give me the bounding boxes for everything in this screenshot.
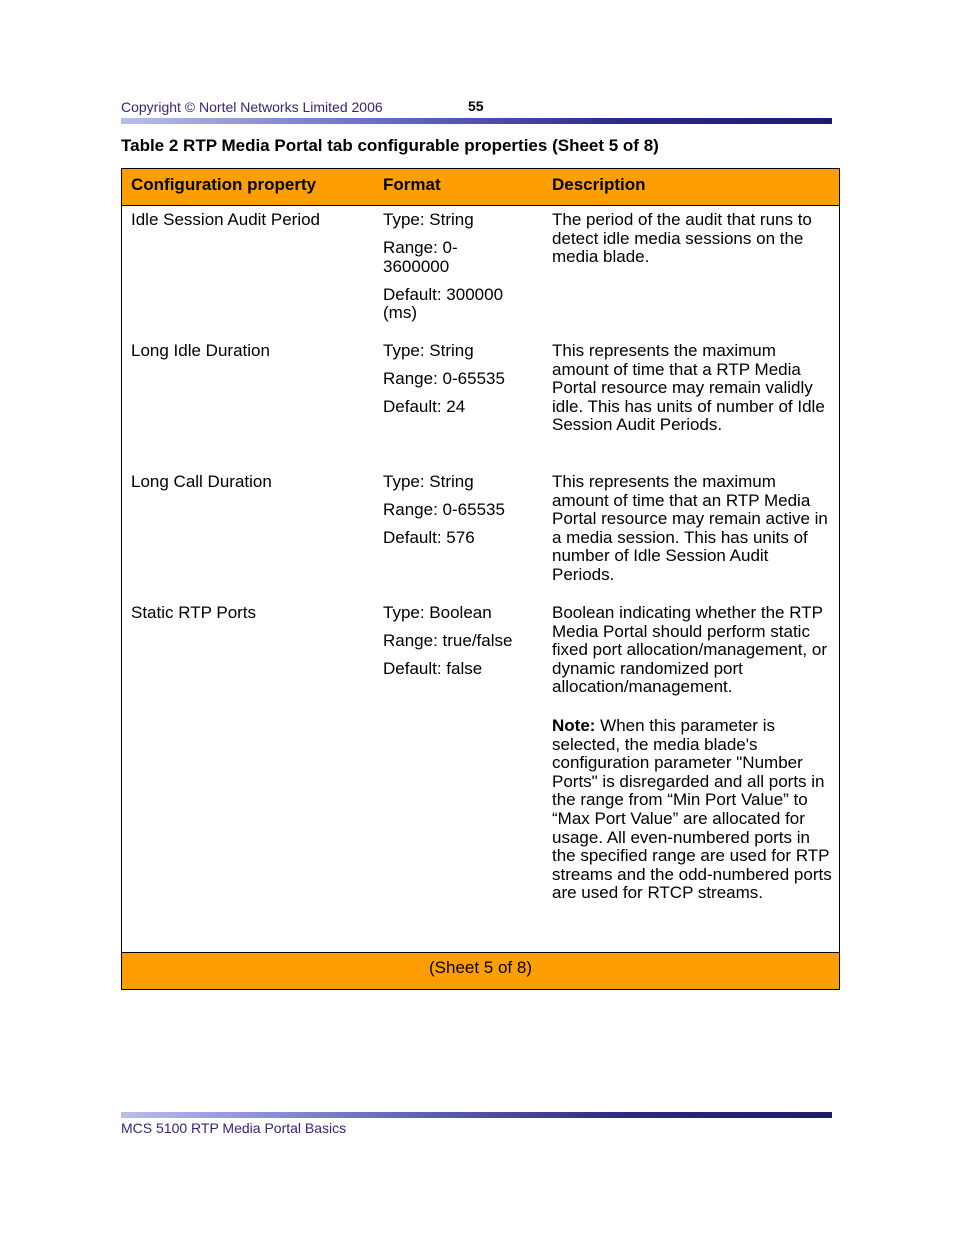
property-name: Static RTP Ports	[131, 603, 257, 622]
header-copyright: Copyright © Nortel Networks Limited 2006	[121, 99, 383, 115]
column-header-format: Format	[383, 175, 441, 194]
page-number: 55	[468, 98, 484, 114]
format-type: Type: String	[383, 341, 474, 360]
header-rule	[121, 118, 832, 124]
property-format	[383, 473, 543, 557]
format-type: Type: String	[383, 210, 474, 229]
note-label: Note:	[552, 715, 596, 735]
table-header	[122, 169, 839, 206]
column-header-property: Configuration property	[131, 175, 317, 194]
description-text: This represents the maximum amount of time that an RTP Media Portal resource may remain active in a media session. This has units of number of Idle Session Audit Periods.	[552, 472, 828, 584]
property-description	[552, 604, 834, 913]
property-name: Idle Session Audit Period	[131, 210, 321, 229]
property-format	[383, 604, 543, 688]
table-footer: (Sheet 5 of 8)	[122, 952, 839, 989]
footer-rule	[121, 1112, 832, 1118]
property-description	[552, 342, 834, 445]
format-range: Range: 0-65535	[383, 500, 505, 520]
format-range: Range: 0-65535	[383, 369, 505, 389]
format-range: Range: 0-3600000	[383, 238, 458, 276]
property-name: Long Idle Duration	[131, 341, 270, 360]
property-format	[383, 342, 543, 426]
property-description	[552, 211, 834, 277]
footer-doc-title: MCS 5100 RTP Media Portal Basics	[121, 1120, 347, 1136]
properties-table	[121, 168, 840, 990]
property-name: Long Call Duration	[131, 472, 272, 491]
format-default: Default: 24	[383, 397, 466, 417]
property-description	[552, 473, 834, 595]
format-default: Default: 300000 (ms)	[383, 284, 504, 323]
description-text: The period of the audit that runs to detect idle media sessions on the media blade.	[552, 210, 812, 267]
format-type: Type: String	[383, 472, 474, 491]
description-text: Boolean indicating whether the RTP Media Portal should perform static fixed port allocation/management, or dynamic randomized port allocation/management.	[552, 603, 827, 697]
format-type: Type: Boolean	[383, 603, 492, 622]
note-paragraph	[552, 717, 834, 903]
format-default: Default: false	[383, 659, 483, 679]
note-text: When this parameter is selected, the media blade's configuration parameter "Number Ports" is disregarded and all ports in the range from “Min Port Value” to “Max Port Value” are allocated for usage. All even-numbered ports in the specified range are used for RTP streams and the odd-numbered ports are used for RTCP streams.	[552, 715, 832, 903]
column-header-description: Description	[552, 175, 646, 194]
description-text: This represents the maximum amount of time that a RTP Media Portal resource may remain validly idle. This has units of number of Idle Session Audit Periods.	[552, 341, 825, 435]
table-title: Table 2 RTP Media Portal tab configurable properties (Sheet 5 of 8)	[121, 136, 659, 155]
format-range: Range: true/false	[383, 631, 513, 651]
property-format	[383, 211, 543, 332]
format-default: Default: 576	[383, 528, 475, 548]
